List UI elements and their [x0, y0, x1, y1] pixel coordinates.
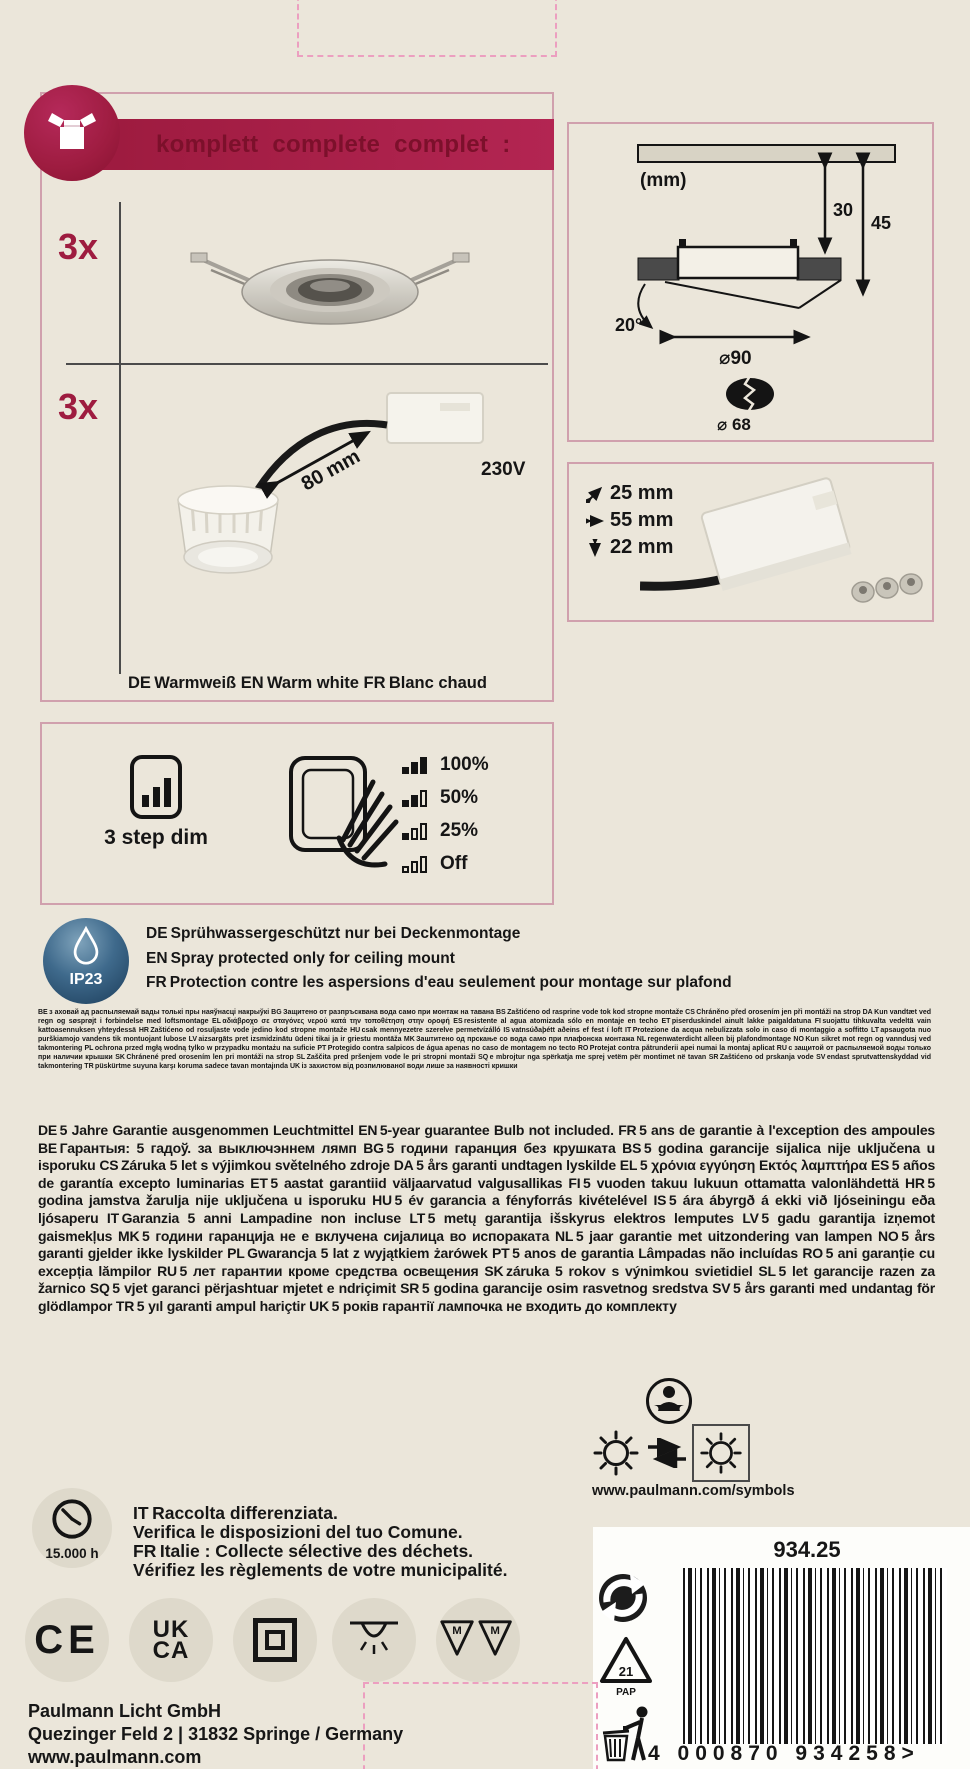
clock-icon: [50, 1497, 94, 1546]
dim-level-row: [402, 818, 552, 840]
manufacturer-block: [28, 1700, 403, 1769]
svg-text:PAP: PAP: [616, 1687, 636, 1698]
dim-level-label: 50%: [440, 787, 479, 808]
color-temp-line: DE Warmweiß EN Warm white FR Blanc chaud: [128, 674, 487, 692]
quantity-spot: 3x: [58, 226, 99, 267]
complete-banner: komplett complete complet :: [72, 119, 554, 170]
boxed-sun-icon: [692, 1424, 750, 1482]
voltage-label: 230V: [481, 459, 526, 480]
guarantee-multilingual: DE 5 Jahre Garantie ausgenommen Leuchtmittel EN 5-year guarantee Bulb not included. FR 5 ans de garantie à l'exception des ampoules BE Гарантыя: 5 гадоў. за выключэннем лямп BG 5 години гаранция без крушката BS 5 godina garancije sijalica nije uključena u isporuku CS Záruka 5 let s výjimkou světelného zdroje DA 5 års garanti undtagen lyskilde EL 5 χρόνια εγγύηση Εκτός λαμπτήρα ES 5 años de garantía excepto luminarias ET 5 aastat garantiid väljaarvatud valgusallikas FI 5 vuoden takuu lukuun ottamatta valonlähdettä HR 5 godina jamstva žarulja nije uključena u isporuku HU 5 év garancia a fényforrás kivételével IS 5 ára ábyrgð á ekki við ljóseiningu eða ljósaperu IT Garanzia 5 anni Lampadine non incluse LT 5 metų garantija išskyrus elektros lemputes LV 5 gadu garantija izņemot gaismekļus MK 5 години гаранција не е вклучена сијалица во испораката NL 5 jaar garantie met uitzondering van lampen NO 5 års garanti gjelder ikke lyskilder PL Gwarancja 5 lat z wyjątkiem żarówek PT 5 anos de garantia Lâmpadas não incluídas RO 5 ani garanție cu excepția lămpilor RU 5 лет гарантии кроме средства освещения SK záruka 5 rokov s výnimkou svietidiel SL 5 let garancije razen za žarnico SQ 5 vjet garanci përjashtuar mjetet e ndriçimit SR 5 godina garancije osim rasvetnog sredstva SV 5 års garanti med undantag för glödlampor TR 5 yıl garanti ampul hariçtir UK 5 років гарантії лампочка не входить до комплекту: [38, 1122, 936, 1314]
top-dashed-frame: [297, 0, 557, 57]
connector-image: [640, 466, 932, 625]
pap-recycling-icon: [598, 1634, 654, 1703]
lifetime-badge: [32, 1488, 112, 1568]
lifetime-hours: 15.000 h: [45, 1546, 99, 1561]
dim-level-label: Off: [440, 853, 468, 874]
dim-title: 3 step dim: [104, 826, 208, 849]
dim-level-row: [402, 785, 552, 807]
company-address: Quezinger Feld 2 | 31832 Springe / Germany: [28, 1724, 404, 1744]
dim-levels: [402, 752, 552, 884]
article-number: 934.25: [773, 1537, 841, 1562]
module-dim-value: 25 mm: [610, 482, 674, 504]
ip-text: [146, 925, 732, 999]
ce-label: CE: [34, 1617, 100, 1662]
open-box-icon: [44, 105, 100, 162]
dim-level-label: 25%: [440, 820, 479, 841]
total-depth-label: 45: [871, 213, 892, 233]
dim-level-row: [402, 752, 552, 774]
ip-rating-label: IP23: [69, 971, 103, 988]
led-module-image: [140, 385, 490, 605]
ip-line-fr: FR Protection contre les aspersions d'eau seulement pour montage sur plafond: [146, 974, 732, 991]
tilt-angle-label: 20°: [615, 315, 643, 335]
ukca-label: UK CA: [152, 1616, 190, 1664]
sun-icon: [592, 1429, 640, 1482]
green-dot-icon: [597, 1572, 649, 1629]
ukca-mark: [129, 1598, 213, 1682]
disposal-line: FR Italie : Collecte sélective des déchets.: [133, 1541, 474, 1561]
ip-badge: [43, 918, 129, 1004]
double-square-icon: [253, 1618, 297, 1662]
spray-notice-multilingual: BE з аховай ад распыляемай вады толькі пры наяўнасці накрыўкі BG Защитено от разпръсквана вода само при монтаж на тавана BS Zaštićeno od rasprine vode tok kod stropne montaže CS Chráněno před orosením jen při montáži na strop DA Kun vandtæt ved regn og søsprøjt i forbindelse med loftsmontage EL αδιάβροχο σε σταγόνες νερού κατά την τοποθέτηση στην οροφή ES resistente al agua atomizada sólo en montaje en techo ET piserduskindel ainult lakke paigaldatuna FI suojattu tihkuvalta vedeltä vain kattoasennuksen yhteydessä HR Zaštićeno od rosuljaste vode jedino kod stropne montaže HU csak mennyezetre szerelve permetvízálló IS vatnsúðaþétt aðeins ef fest í loft IT Protezione da acqua nebulizzata solo in caso di montaggio a soffitto LT apsaugota nuo purškiamojo vandens tik montuojant lubose LV aizsargāts pret izsmidzinātu ūdeni tikai ja ir griestu montāža MK Заштитено од прскање со вода само при плафонска монтажа NL regenwaterdicht alleen bij plafondmontage NO Kun sikret mot regn og vanndusj ved takmontering PL ochrona przed mgłą wodną tylko w przypadku montażu na suficie PT Protegido contra salpicos de água apenas no caso de montagem no tecto RO Protejat contra pătrunderii apei numai la montaj aplicat RU с защитой от распыляемой воды только при наличии крышки SK Chránené pred orosením len pri montáži na strop SL Zaščita pred pršenjem vode le pri stropni montaži SQ e mbrojtur nga spërkatja me sprej vetëm për montimet në tavan SR Zaštićeno od prskanja vode SV endast sprutvattenskyddad vid takmontering TR püskürtme suyuna karşı koruma sadece tavan montajında UK із захистом від розпилюваної води лише за наявності кришки: [38, 1009, 932, 1070]
ip-line-de: DE Sprühwassergeschützt nur bei Deckenmontage: [146, 925, 521, 942]
svg-text:M: M: [452, 1624, 462, 1637]
dimension-drawing: [569, 124, 932, 440]
unit-label: (mm): [640, 170, 687, 191]
class2-mark: [233, 1598, 317, 1682]
dim-level-row: [402, 851, 552, 873]
horizontal-arrows-icon: [586, 512, 610, 530]
divider-horizontal: [66, 363, 548, 365]
ean-barcode: [683, 1568, 947, 1744]
company-website: www.paulmann.com: [28, 1747, 202, 1767]
cutout-label: ⌀ 68: [717, 415, 751, 434]
module-dim-value: 22 mm: [610, 536, 674, 558]
recessed-spot-image: [185, 220, 475, 353]
disposal-note: [133, 1504, 507, 1580]
dim-bars-icon: [402, 856, 440, 873]
recess-depth-label: 30: [833, 200, 854, 220]
hand-switch-icon: [287, 752, 402, 887]
ean-digits: 4 000870 934258>: [648, 1742, 920, 1765]
diagonal-arrows-icon: [586, 485, 610, 503]
recessed-luminaire-mark: [332, 1598, 416, 1682]
diameter-label: ⌀90: [719, 348, 752, 369]
svg-text:M: M: [490, 1624, 500, 1637]
ip-line-en: EN Spray protected only for ceiling mount: [146, 949, 455, 967]
svg-text:21: 21: [618, 1664, 634, 1679]
company-name: Paulmann Licht GmbH: [28, 1701, 222, 1721]
water-drop-icon: [69, 925, 103, 970]
disposal-line: Vérifiez les règlements de votre municipalité.: [133, 1560, 508, 1580]
mm-mark: [436, 1598, 520, 1682]
quantity-module: 3x: [58, 386, 99, 427]
divider-vertical: [119, 202, 121, 674]
dim-bars-icon: [402, 757, 440, 774]
cable-length-label: 80 mm: [297, 445, 364, 496]
package-badge: [24, 85, 120, 181]
dim-bars-icon: [402, 790, 440, 807]
dimensions-box: [567, 122, 934, 442]
ce-mark: [25, 1598, 109, 1682]
recessed-luminaire-icon: [347, 1617, 401, 1664]
mm-triangles-icon: [438, 1615, 518, 1666]
dim-level-label: 100%: [440, 754, 489, 775]
symbols-url: www.paulmann.com/symbols: [592, 1483, 795, 1499]
dim-bars-icon: [402, 823, 440, 840]
vertical-arrows-icon: [586, 539, 610, 557]
module-dim-value: 55 mm: [610, 509, 674, 531]
dim-steps-icon: [128, 753, 184, 826]
disposal-line: IT Raccolta differenziata.: [133, 1503, 338, 1523]
service-person-icon: [644, 1376, 694, 1431]
disposal-line: Verifica le disposizioni del tuo Comune.: [133, 1522, 463, 1542]
exchange-arrows-icon: [645, 1438, 689, 1473]
